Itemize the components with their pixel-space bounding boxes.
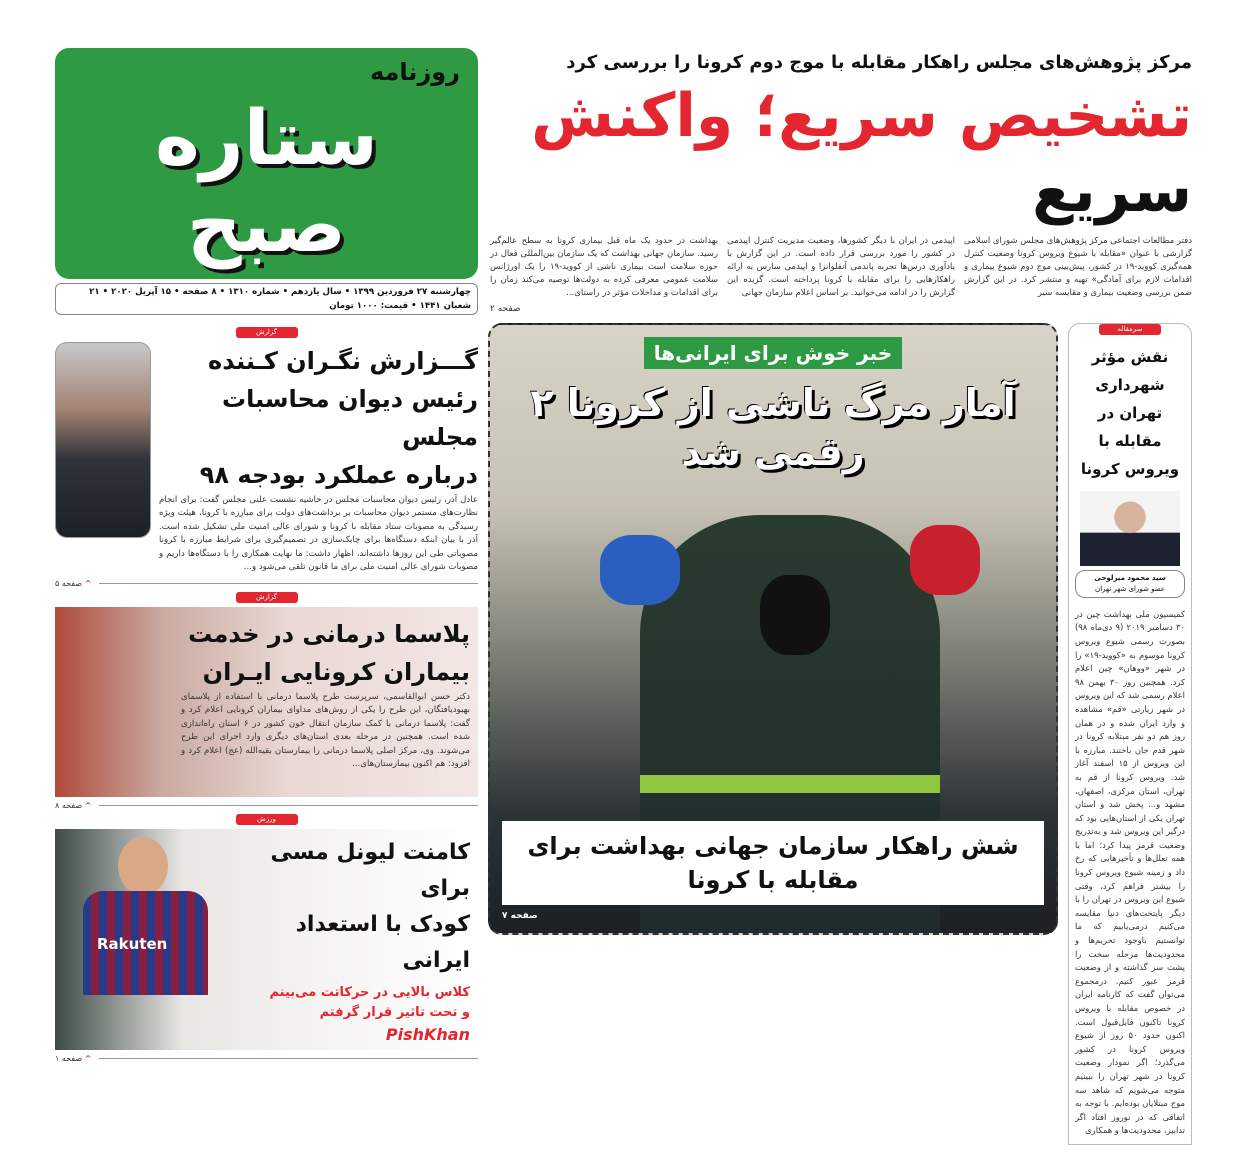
masthead-logo: ستاره صبح xyxy=(155,93,378,270)
s2-plasma-photo xyxy=(55,607,478,797)
top-story-page-ref[interactable]: صفحه ۲ xyxy=(490,304,521,314)
s1-headline-line: رئیس دیوان محاسبات مجلس xyxy=(221,384,478,451)
center-kicker: خبر خوش برای ایرانی‌ها xyxy=(644,337,902,369)
s2-footer xyxy=(55,801,478,810)
s3-headline-line: کودک با استعداد ایرانی xyxy=(295,911,470,973)
mask-shape xyxy=(760,575,830,655)
page-ref-label: صفحه ۱ xyxy=(55,1053,83,1063)
center-headline: آمار مرگ ناشی از کرونا ۲ رقمی شد xyxy=(530,380,1016,475)
s3-sports-photo xyxy=(55,829,478,1050)
top-band xyxy=(55,48,1192,315)
top-story-column: بهداشت در حدود یک ماه قبل بیماری کرونا به سطح عالم‌گیر رسید. سازمان جهانی بهداشت که یک سازمان بین‌المللی فعال در حوزه سلامت است بیماری ناشی از کووید-۱۹ را یک اورژانس سلامت عمومی معرفی کرده به دولت‌ها توصیه می‌کند زمان را برای اقدامات و مداخلات مؤثر در راستای... xyxy=(490,236,718,298)
center-bottom-headline: شش راهکار سازمان جهانی بهداشت برای مقابله با کرونا xyxy=(502,821,1044,905)
editorial-headline: نقش مؤثر شهرداری تهران در مقابله با ویروس کرونا xyxy=(1080,347,1180,478)
s3-quote-line: کلاس بالایی در حرکاتت می‌بینم xyxy=(269,984,470,1000)
s3-headline-line: کامنت لیونل مسی برای xyxy=(270,839,470,901)
dateline: چهارشنبه ۲۷ فروردین ۱۳۹۹ • سال یازدهم • شماره ۱۳۱۰ • ۸ صفحه • ۱۵ آپریل ۲۰۲۰ • ۲۱ شعبان ۱۴۴۱ • قیمت: ۱۰۰۰ تومان xyxy=(55,283,478,315)
left-column xyxy=(55,323,478,1063)
top-story-kicker: مرکز پژوهش‌های مجلس راهکار مقابله با موج دوم کرونا را بررسی کرد xyxy=(566,52,1192,73)
headline-part3: سریع xyxy=(1032,156,1192,226)
divider xyxy=(99,805,478,806)
s1-text xyxy=(159,342,478,575)
red-cloth xyxy=(910,525,980,595)
s2-photo-area xyxy=(63,615,173,789)
s1-headline-line: گـــزارش نگـران کـننده xyxy=(208,346,478,375)
editorial-column xyxy=(1068,323,1192,1145)
section-tag: گزارش xyxy=(236,327,298,338)
jersey-sponsor: Rakuten xyxy=(97,934,168,953)
top-story xyxy=(490,48,1192,314)
tag-row xyxy=(55,327,478,338)
s2-headline-line: پلاسما درمانی در خدمت xyxy=(188,619,470,648)
caret-up-icon: ^ xyxy=(84,1053,92,1063)
masthead-subtitle: روزنامه xyxy=(370,58,460,86)
tag-row xyxy=(55,814,478,825)
center-page-ref[interactable]: صفحه ۷ xyxy=(502,910,538,921)
child-photo-jersey xyxy=(83,891,208,995)
author-caption xyxy=(1075,570,1185,598)
author-name: سید محمود میرلوحی xyxy=(1094,573,1166,582)
s1-headline xyxy=(159,342,478,494)
section-tag: ورزش xyxy=(236,814,298,825)
caret-up-icon: ^ xyxy=(84,800,92,810)
s3-quote xyxy=(241,983,470,1023)
watermark: PishKhan xyxy=(385,1024,470,1044)
child-photo-head xyxy=(118,837,168,895)
s1-body: عادل آذر، رئیس دیوان محاسبات مجلس در حاشیه نشست علنی مجلس گفت: برای انجام نظارت‌های مستمر دیوان محاسبات بر برداشت‌های دولت برای مبارزه با کرونا، هیئت ویژه رسیدگی به مصوبات ستاد مقابله با کرونا و شورای عالی امنیت ملی تشکیل شده است. آذر با بیان اینکه دستگاه‌ها برای چابک‌سازی در تصمیم‌گیری برای شرایط مبارزه با کرونا مصوباتی طی این روزها داشته‌اند، اظهار داشت: ما نهایت همکاری را با دستگاه‌ها داریم و مصوبات شورای عالی امنیت ملی برای ما قانون تلقی می‌شود و... xyxy=(159,494,478,573)
divider xyxy=(99,583,478,584)
s2-text xyxy=(181,615,470,789)
reflective-stripe xyxy=(640,775,940,793)
s2-body: دکتر حسن ابوالقاسمی، سرپرست طرح پلاسما درمانی با استفاده از پلاسمای بهبودیافتگان، این طرح را یکی از روش‌های مداوای بیماران کرونایی اعلام کرد و گفت: پلاسما درمانی با کمک سازمان انتقال خون کشور در ۶ استان راه‌اندازی شده است. همچنین در مرحله بعدی استان‌های دیگری وارد اجرای این طرح می‌شوند. وی، مرکز اصلی پلاسما درمانی را بیمارستان بقیه‌الله (عج) اعلام کرد و افزود: هم اکنون بیمارستان‌های... xyxy=(181,691,470,770)
s1-story xyxy=(55,342,478,575)
s1-portrait-photo xyxy=(55,342,151,538)
editorial-body: کمیسیون ملی بهداشت چین در ۳۰ دسامبر ۲۰۱۹ (۹ دی‌ماه ۹۸) بصورت رسمی شیوع ویروس کرونا موسوم به «کووید-۱۹» را در شهر «ووهان» چین اعلام کرد. همچنین روز ۳۰ بهمن ۹۸ اعلام رسمی شد که این ویروس در شهر زیارتی «قم» مشاهده و وارد ایران شده و در همان روز هم دو نفر مبتلابه کرونا در شهر قدم جان باختند. مبارزه با این ویروس از ۱۵ اسفند آغاز شد. ویروس کرونا از قم به تهران، استان مرکزی، اصفهان، مشهد و... پخش شد و استان تهران یکی از استان‌هایی بود که درگیر این ویروس شد و به‌تدریج وضعیت قرمز پیدا کرد؛ اما با همه تعلل‌ها و تأخیرهایی که رخ داد و زمینه شیوع ویروس کرونا را بیشتر فراهم کرد، وقتی شیوع این ویروس در تهران را با دیگر پایتخت‌های دنیا مقایسه می‌کنیم درمی‌یابیم که ما توانستیم باوجود تحریم‌ها و محدودیت‌ها مرحله سخت را پشت سر گذاشته و از وضعیت قرمز عبور کنیم. درمجموع می‌توان گفت که کارنامه ایران در خصوص مقابله با ویروس کرونا تاکنون قابل‌قبول است. اکنون حدود ۵۰ روز از شیوع ویروس کرونا در کشور می‌گذرد؛ اگر نمودار وضعیت کرونا در شهر تهران را ببینیم متوجه می‌شویم که شاهد سه موج مبتلایان بوده‌ایم. با توجه به اتفاقی که در نوروز افتاد اگر تدابیر، محدودیت‌ها و همکاری xyxy=(1075,608,1186,1136)
s3-page-ref[interactable] xyxy=(55,1054,91,1063)
tag-row xyxy=(55,592,478,603)
top-story-column: دفتر مطالعات اجتماعی مرکز پژوهش‌های مجلس شورای اسلامی گزارشی با عنوان «مقابله با شیوع ویروس کرونا وضعیت کنترل همه‌گیری کووید-۱۹ در کشور، پیش‌بینی موج دوم شیوع بیماری و اقدامات لازم برای آمادگی» تهیه و منتشر کرد. در این گزارش ضمن بررسی وضعیت بیماری و مقایسه سیر xyxy=(964,236,1192,298)
caret-up-icon: ^ xyxy=(84,578,92,588)
author-photo xyxy=(1080,491,1180,566)
author-title: عضو شورای شهر تهران xyxy=(1095,584,1165,593)
page-ref-label: صفحه ۵ xyxy=(55,578,83,588)
section-tag: سرمقاله xyxy=(1099,324,1161,335)
center-photo-story[interactable] xyxy=(488,323,1058,935)
s1-footer xyxy=(55,579,478,588)
s3-footer xyxy=(55,1054,478,1063)
headline-part2: واکنش xyxy=(531,81,734,151)
page-ref-label: صفحه ۸ xyxy=(55,800,83,810)
divider xyxy=(99,1058,478,1059)
headline-part1: تشخیص سریع؛ xyxy=(754,81,1192,151)
s3-headline xyxy=(241,835,470,979)
top-story-headline xyxy=(490,79,1192,229)
s1-headline-line: درباره عملکرد بودجه ۹۸ xyxy=(199,460,478,489)
main-band xyxy=(55,323,1192,1145)
masthead xyxy=(55,48,478,279)
s3-text xyxy=(241,835,470,1044)
masthead-area xyxy=(55,48,478,315)
s3-quote-line: و تحت تاثیر قرار گرفتم xyxy=(319,1004,470,1020)
blue-cloth xyxy=(600,535,680,605)
top-story-column: اپیدمی در ایران با دیگر کشورها، وضعیت مدیریت کنترل اپیدمی در کشور را مورد بررسی قرار داده است. در این گزارش با یادآوری درس‌ها تجربه پاندمی آنفلوانزا و اپیدمی سارس به ارائه راهکارهایی را برای مقابله با کرونا پرداخته است. گزیده این گزارش را در ادامه می‌خوانید. بر اساس اعلام سازمان جهانی xyxy=(727,236,955,298)
s1-page-ref[interactable] xyxy=(55,579,91,588)
s2-headline-line: بیماران کرونایی ایـران xyxy=(202,657,470,686)
top-story-columns xyxy=(490,235,1192,300)
child-photo xyxy=(63,835,233,995)
section-tag: گزارش xyxy=(236,592,298,603)
s2-page-ref[interactable] xyxy=(55,801,91,810)
s2-headline xyxy=(181,615,470,691)
